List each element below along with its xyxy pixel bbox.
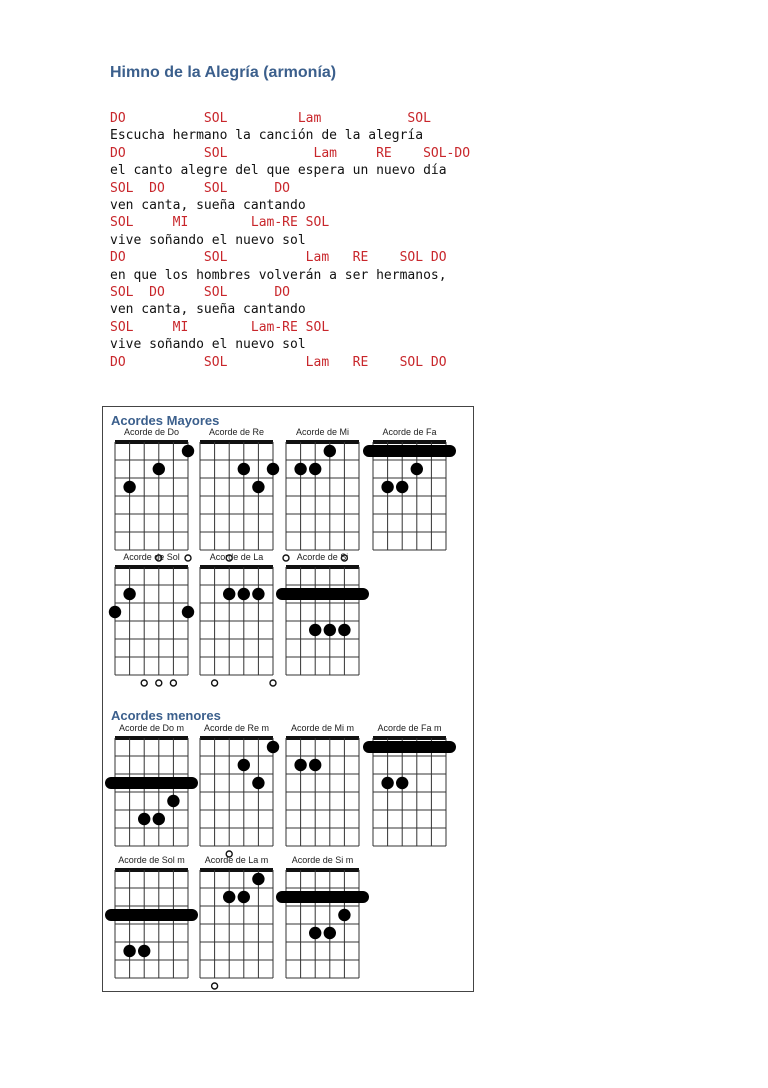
- chord-chart-panel: [102, 406, 474, 992]
- finger-dot: [396, 481, 408, 493]
- finger-dot: [267, 463, 279, 475]
- chord-name: Acorde de Do: [123, 427, 180, 437]
- finger-dot: [182, 606, 194, 618]
- finger-dot: [153, 463, 165, 475]
- chord-name: Acorde de La m: [204, 855, 269, 865]
- finger-dot: [381, 481, 393, 493]
- chord-diagram: [109, 552, 194, 686]
- chord-diagram: [369, 427, 450, 550]
- finger-dot: [381, 777, 393, 789]
- chord-line: DO SOL Lam RE SOL DO: [110, 250, 447, 266]
- chord-name: Acorde de Mi: [295, 427, 350, 437]
- chord-diagram: [111, 723, 192, 846]
- finger-dot: [309, 624, 321, 636]
- lyric-line: Escucha hermano la canción de la alegría: [110, 128, 424, 144]
- open-string-marker: [212, 680, 218, 686]
- chord-name: Acorde de Fa: [382, 427, 437, 437]
- finger-dot: [294, 759, 306, 771]
- chord-line: SOL DO SOL DO: [110, 285, 291, 301]
- chord-diagram: [282, 552, 363, 675]
- finger-dot: [153, 813, 165, 825]
- chord-name: Acorde de Re: [208, 427, 265, 437]
- chord-diagram: [282, 855, 363, 978]
- finger-dot: [167, 795, 179, 807]
- finger-dot: [252, 777, 264, 789]
- finger-dot: [294, 463, 306, 475]
- finger-dot: [252, 873, 264, 885]
- chord-name: Acorde de Si m: [291, 855, 354, 865]
- finger-dot: [309, 759, 321, 771]
- chord-name: Acorde de Si: [296, 552, 349, 562]
- finger-dot: [223, 891, 235, 903]
- lyric-line: vive soñando el nuevo sol: [110, 232, 306, 248]
- finger-dot: [123, 481, 135, 493]
- finger-dot: [109, 606, 121, 618]
- chord-name: Acorde de Do m: [118, 723, 185, 733]
- chord-diagrams: [103, 407, 473, 991]
- chord-name: Acorde de Sol: [123, 552, 180, 562]
- chord-diagram: [286, 723, 359, 846]
- chord-line: DO SOL Lam RE SOL-DO: [110, 145, 471, 161]
- finger-dot: [324, 927, 336, 939]
- chord-diagram: [200, 855, 273, 989]
- chord-diagram: [283, 427, 359, 561]
- chord-name: Acorde de Fa m: [377, 723, 442, 733]
- finger-dot: [324, 624, 336, 636]
- major-chords-heading: Acordes Mayores: [111, 413, 220, 428]
- chord-diagram: [200, 552, 276, 686]
- chord-name: Acorde de Mi m: [290, 723, 355, 733]
- finger-dot: [238, 891, 250, 903]
- open-string-marker: [270, 680, 276, 686]
- open-string-marker: [156, 680, 162, 686]
- chord-line: SOL MI Lam-RE SOL: [110, 215, 330, 231]
- open-string-marker: [283, 555, 289, 561]
- chord-line: DO SOL Lam SOL: [110, 111, 431, 126]
- finger-dot: [252, 481, 264, 493]
- finger-dot: [338, 909, 350, 921]
- finger-dot: [324, 445, 336, 457]
- chord-line: SOL MI Lam-RE SOL: [110, 319, 330, 335]
- open-string-marker: [170, 680, 176, 686]
- finger-dot: [138, 813, 150, 825]
- finger-dot: [338, 624, 350, 636]
- chord-diagram: [200, 723, 279, 857]
- finger-dot: [223, 588, 235, 600]
- finger-dot: [123, 588, 135, 600]
- minor-chords-heading: Acordes menores: [111, 708, 221, 723]
- chord-diagram: [111, 855, 192, 978]
- finger-dot: [252, 588, 264, 600]
- lyric-line: ven canta, sueña cantando: [110, 302, 306, 318]
- finger-dot: [138, 945, 150, 957]
- song-chords-and-lyrics: [110, 110, 470, 371]
- finger-dot: [309, 463, 321, 475]
- finger-dot: [238, 588, 250, 600]
- chord-diagram: [115, 427, 194, 561]
- lyric-line: el canto alegre del que espera un nuevo día: [110, 163, 447, 179]
- chord-diagram: [200, 427, 279, 561]
- chord-diagram: [369, 723, 450, 846]
- open-string-marker: [141, 680, 147, 686]
- lyric-line: vive soñando el nuevo sol: [110, 337, 306, 353]
- lyric-line: ven canta, sueña cantando: [110, 198, 306, 214]
- page-title: Himno de la Alegría (armonía): [110, 64, 337, 81]
- open-string-marker: [185, 555, 191, 561]
- finger-dot: [267, 741, 279, 753]
- lyric-line: en que los hombres volverán a ser hermanos,: [110, 267, 447, 283]
- finger-dot: [411, 463, 423, 475]
- chord-name: Acorde de La: [209, 552, 264, 562]
- finger-dot: [182, 445, 194, 457]
- finger-dot: [238, 759, 250, 771]
- finger-dot: [396, 777, 408, 789]
- chord-line: SOL DO SOL DO: [110, 180, 291, 196]
- finger-dot: [123, 945, 135, 957]
- chord-name: Acorde de Sol m: [118, 855, 185, 865]
- finger-dot: [309, 927, 321, 939]
- finger-dot: [238, 463, 250, 475]
- chord-line: DO SOL Lam RE SOL DO: [110, 354, 447, 370]
- open-string-marker: [212, 983, 218, 989]
- chord-name: Acorde de Re m: [203, 723, 270, 733]
